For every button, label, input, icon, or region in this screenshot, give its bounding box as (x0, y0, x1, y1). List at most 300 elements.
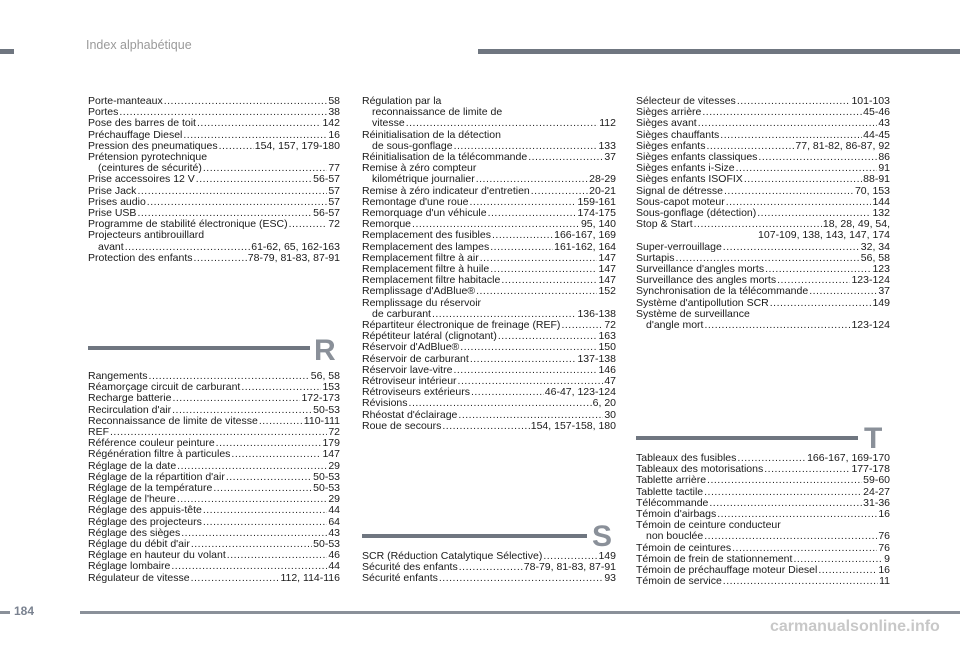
dot-leader (125, 242, 251, 253)
dot-leader (694, 219, 822, 230)
index-entry-pages: 101-103 (851, 95, 890, 107)
section-t-letter: T (864, 422, 883, 455)
dot-leader (737, 96, 851, 107)
dot-leader (458, 376, 604, 387)
index-entry-term: REF (88, 426, 109, 439)
index-entry-term: Régénération filtre à particules (88, 448, 231, 461)
index-entry-pages: 147 (598, 251, 616, 264)
dot-leader (177, 461, 327, 472)
index-entry-term: kilométrique journalier (372, 173, 475, 186)
page-number: 184 (14, 604, 35, 618)
index-list-s-right (636, 96, 890, 331)
dot-leader (191, 539, 312, 550)
dot-leader (476, 286, 597, 297)
dot-leader (698, 118, 878, 129)
index-entry-pages: 57 (328, 195, 340, 208)
section-s-letter: S (592, 520, 613, 553)
index-entry-pages: 37 (878, 285, 890, 298)
index-entry-term: de carburant (372, 307, 431, 320)
index-entry-pages: 44 (328, 560, 340, 573)
dot-leader (818, 565, 877, 576)
index-entry-term: Préchauffage Diesel (88, 128, 183, 141)
index-entry-term: Synchronisation de la télécommande (636, 285, 809, 298)
index-entry-term: Réinitialisation de la détection (362, 128, 501, 141)
dot-leader (412, 219, 580, 230)
dot-leader (543, 551, 597, 562)
dot-leader (490, 264, 597, 275)
index-entry-term: Tablette arrière (636, 474, 707, 487)
index-entry-pages: 72 (328, 426, 340, 439)
dot-leader (439, 573, 603, 584)
index-entry-pages: 77 (328, 162, 340, 175)
index-entry-term: Réglage du débit d'air (88, 538, 190, 551)
dot-leader (744, 174, 862, 185)
index-entry-pages: 61-62, 65, 162-163 (251, 240, 340, 253)
dot-leader (227, 550, 328, 561)
index-entry-term: Prise Jack (88, 184, 137, 197)
index-entry-term: Témoin de service (636, 575, 722, 588)
section-s-rule (362, 534, 587, 538)
index-entry-term: Remplacement des lampes (362, 240, 490, 253)
dot-leader (203, 505, 327, 516)
index-entry-term: Reconnaissance de limite de vitesse (88, 414, 258, 427)
dot-leader (737, 453, 806, 464)
index-entry-term: Témoin de préchauffage moteur Diesel (636, 564, 818, 577)
index-entry-term: Remorquage d'un véhicule (362, 207, 487, 220)
index-entry-pages: 50-53 (313, 482, 340, 495)
index-entry-term: Portes (88, 106, 119, 119)
index-entry-pages: 20-21 (589, 184, 616, 197)
dot-leader (289, 219, 328, 230)
index-entry-pages: 30 (604, 408, 616, 421)
index-entry-term: Répartiteur électronique de freinage (REF) (362, 319, 561, 332)
dot-leader (809, 286, 877, 297)
index-entry-term: Réglage de la température (88, 482, 213, 495)
dot-leader (723, 242, 860, 253)
dot-leader (758, 152, 877, 163)
index-entry (362, 421, 616, 432)
dot-leader (196, 174, 312, 185)
dot-leader (226, 472, 312, 483)
index-entry (88, 449, 340, 460)
index-list-s-left (362, 551, 616, 585)
index-entry-pages: 132 (872, 207, 890, 220)
index-entry-pages: 46 (328, 549, 340, 562)
index-entry-term: SCR (Réduction Catalytique Sélective) (362, 550, 543, 562)
index-entry-pages: 144 (872, 195, 890, 208)
index-entry (88, 174, 340, 185)
dot-leader (702, 107, 862, 118)
index-entry-pages: 150 (598, 341, 616, 354)
dot-leader (704, 487, 862, 498)
dot-leader (480, 253, 598, 264)
index-entry-pages: 172-173 (301, 392, 340, 405)
watermark: carmanualsonline.info (770, 618, 940, 635)
index-entry-pages: 123-124 (851, 319, 890, 332)
index-entry-term: Pression des pneumatiques (88, 139, 218, 152)
dot-leader (707, 475, 862, 486)
index-entry-pages: 152 (598, 285, 616, 298)
index-entry-pages: 38 (328, 106, 340, 119)
index-entry-term: Recharge batterie (88, 392, 172, 405)
index-entry (636, 230, 890, 241)
index-entry-term: Prétension pyrotechnique (88, 151, 208, 164)
index-entry-term: Système de surveillance (636, 307, 750, 320)
index-entry-term: Programme de stabilité électronique (ESC) (88, 218, 288, 231)
dot-leader (501, 275, 597, 286)
dot-leader (164, 96, 328, 107)
index-entry-term: Remise à zéro compteur (362, 162, 477, 175)
dot-leader (453, 365, 597, 376)
index-entry-term: Réservoir de carburant (362, 352, 469, 365)
index-entry-pages: 59-60 (863, 474, 890, 487)
index-entry-term: Système d'antipollution SCR (636, 296, 769, 309)
index-entry-pages: 29 (328, 459, 340, 472)
dot-leader (216, 438, 322, 449)
dot-leader (765, 264, 871, 275)
dot-leader (149, 371, 310, 382)
index-entry-term: Révisions (362, 397, 408, 410)
dot-leader (476, 174, 588, 185)
index-entry (636, 286, 890, 297)
dot-leader (197, 118, 321, 129)
footer-rule-left (0, 611, 10, 614)
dot-leader (458, 410, 603, 421)
index-entry-term: Surtapis (636, 251, 675, 264)
index-entry-pages: 76 (878, 541, 890, 554)
index-entry-term: Réservoir d'AdBlue® (362, 341, 460, 354)
dot-leader (793, 554, 883, 565)
index-entry-term: Réglage des appuis-tête (88, 504, 202, 517)
index-entry-term: Remise à zéro indicateur d'entretien (362, 184, 530, 197)
index-entry-term: Réglage de l'heure (88, 493, 176, 506)
dot-leader (732, 543, 877, 554)
index-entry (362, 174, 616, 185)
index-entry-term: Témoin de frein de stationnement (636, 552, 793, 565)
dot-leader (720, 130, 862, 141)
index-entry-pages: 166-167, 169-170 (807, 452, 890, 464)
index-entry-pages: 177-178 (851, 463, 890, 476)
index-entry-pages: 107-109, 138, 143, 147, 174 (758, 229, 890, 242)
index-entry-pages: 50-53 (313, 470, 340, 483)
index-entry-pages: 88-91 (863, 173, 890, 186)
index-entry-pages: 93 (604, 572, 616, 585)
index-entry-pages: 91 (878, 162, 890, 175)
index-entry-pages: 6, 20 (592, 397, 616, 410)
index-entry-term: Remplissage d'AdBlue® (362, 285, 476, 298)
index-entry-pages: 32, 34 (860, 240, 890, 253)
index-entry (636, 531, 890, 542)
index-entry (362, 230, 616, 241)
index-entry-pages: 37 (604, 151, 616, 164)
index-entry-term: Rhéostat d'éclairage (362, 408, 458, 421)
index-entry-term: Sièges enfants i-Size (636, 162, 735, 175)
index-entry-term: Réinitialisation de la télécommande (362, 151, 528, 164)
index-entry (362, 573, 616, 584)
index-entry-pages: 161-162, 164 (554, 240, 616, 253)
dot-leader (231, 449, 321, 460)
index-entry-pages: 47 (604, 375, 616, 388)
index-entry-term: Témoin de ceinture conducteur (636, 519, 781, 532)
index-entry-pages: 142 (322, 117, 340, 130)
index-entry-term: non bouclée (646, 530, 704, 543)
index-entry (362, 398, 616, 409)
dot-leader (709, 498, 862, 509)
index-entry-term: Remplacement filtre habitacle (362, 274, 501, 287)
section-r-rule (88, 346, 310, 350)
dot-leader (717, 509, 877, 520)
dot-leader (726, 197, 872, 208)
dot-leader (531, 186, 588, 197)
index-entry-pages: 45-46 (863, 106, 890, 119)
index-entry-pages: 154, 157, 179-180 (254, 139, 340, 152)
index-entry-pages: 44-45 (863, 128, 890, 141)
dot-leader (193, 253, 246, 264)
index-entry-pages: 24-27 (863, 485, 890, 498)
index-entry-pages: 29 (328, 493, 340, 506)
index-entry (636, 576, 890, 587)
index-entry-pages: 56-57 (313, 173, 340, 186)
index-entry-pages: 123-124 (851, 274, 890, 287)
index-entry-pages: 56, 58 (860, 251, 890, 264)
index-entry (88, 505, 340, 516)
dot-leader (561, 320, 603, 331)
index-entry-term: Sièges enfants (636, 139, 706, 152)
index-entry-pages: 50-53 (313, 538, 340, 551)
index-entry-pages: 78-79, 81-83, 87-91 (247, 251, 340, 264)
section-t-rule (636, 436, 858, 440)
index-entry (88, 561, 340, 572)
index-entry-term: Témoin de ceintures (636, 541, 732, 554)
index-entry-term: d'angle mort (646, 319, 704, 332)
index-entry-term: Tablette tactile (636, 485, 704, 498)
dot-leader (470, 197, 577, 208)
index-entry-pages: 57 (328, 184, 340, 197)
dot-leader (171, 561, 327, 572)
index-entry-pages: 28-29 (589, 173, 616, 186)
index-entry-term: Prise USB (88, 207, 137, 220)
index-entry-term: Protection des enfants (88, 251, 193, 264)
index-entry-pages: 16 (878, 564, 890, 577)
index-entry-term: Remplacement filtre à air (362, 251, 479, 264)
index-entry-term: Prises audio (88, 195, 146, 208)
index-list-r-right (362, 96, 616, 432)
index-entry-term: Rangements (88, 370, 148, 382)
dot-leader (177, 494, 327, 505)
dot-leader (183, 130, 327, 141)
index-entry-pages: 50-53 (313, 403, 340, 416)
index-entry (636, 475, 890, 486)
index-entry-term: avant (98, 240, 124, 253)
dot-leader (490, 242, 553, 253)
dot-leader (259, 416, 303, 427)
index-entry-pages: 56-57 (313, 207, 340, 220)
index-entry-pages: 72 (604, 319, 616, 332)
index-entry-term: Réservoir lave-vitre (362, 363, 453, 376)
index-entry-pages: 56, 58 (310, 370, 340, 382)
dot-leader (172, 405, 312, 416)
index-entry-term: Remontage d'une roue (362, 195, 469, 208)
index-entry-term: Sécurité enfants (362, 572, 438, 585)
index-entry (636, 174, 890, 185)
dot-leader (470, 354, 577, 365)
dot-leader (110, 427, 327, 438)
dot-leader (492, 230, 553, 241)
dot-leader (191, 573, 280, 584)
dot-leader (471, 387, 544, 398)
index-entry-term: Réglage de la date (88, 459, 177, 472)
index-entry-term: Super-verrouillage (636, 240, 722, 253)
dot-leader (704, 320, 850, 331)
dot-leader (213, 483, 312, 494)
dot-leader (724, 186, 854, 197)
dot-leader (528, 152, 603, 163)
page-header-title: Index alphabétique (86, 38, 192, 52)
index-entry (88, 573, 340, 584)
index-entry-pages: 123 (872, 263, 890, 276)
index-entry (88, 107, 340, 118)
index-entry-term: Tableaux des fusibles (636, 452, 737, 464)
index-entry-pages: 16 (878, 508, 890, 521)
index-entry-pages: 58 (328, 95, 340, 107)
dot-leader (442, 421, 529, 432)
index-entry-pages: 159-161 (577, 195, 616, 208)
index-entry-term: (ceintures de sécurité) (98, 162, 202, 175)
index-entry-term: Tableaux des motorisations (636, 463, 764, 476)
index-entry-pages: 137-138 (577, 352, 616, 365)
index-entry-pages: 153 (322, 381, 340, 394)
index-entry-term: Sécurité des enfants (362, 561, 458, 574)
index-list-r-left (88, 371, 340, 584)
index-entry-term: Prise accessoires 12 V (88, 173, 195, 186)
section-r-letter: R (314, 334, 336, 367)
dot-leader (241, 382, 321, 393)
dot-leader (704, 531, 877, 542)
index-list-t (636, 453, 890, 587)
index-entry-pages: 154, 157-158, 180 (530, 419, 616, 432)
index-entry-term: Rétroviseur intérieur (362, 375, 457, 388)
dot-leader (203, 163, 327, 174)
index-entry-term: Remorque (362, 218, 412, 231)
index-entry-term: Roue de secours (362, 419, 442, 432)
index-entry-term: Porte-manteaux (88, 95, 163, 107)
index-entry-pages: 46-47, 123-124 (544, 386, 616, 399)
index-entry-term: Sous-gonflage (détection) (636, 207, 757, 220)
dot-leader (454, 141, 598, 152)
index-entry-term: Pose des barres de toit (88, 117, 196, 130)
index-entry (362, 342, 616, 353)
index-entry-pages: 147 (598, 263, 616, 276)
dot-leader (770, 298, 872, 309)
index-entry-pages: 76 (878, 530, 890, 543)
index-entry-pages: 110-111 (303, 414, 340, 427)
index-entry-term: Recirculation d'air (88, 403, 172, 416)
dot-leader (137, 208, 312, 219)
index-entry-term: Télécommande (636, 496, 709, 509)
index-entry-pages: 112 (599, 117, 616, 130)
dot-leader (488, 208, 577, 219)
index-entry-pages: 70, 153 (854, 184, 890, 197)
index-entry-term: Surveillance des angles morts (636, 274, 777, 287)
header-rule-left (0, 49, 14, 54)
dot-leader (764, 464, 850, 475)
index-entry-term: Projecteurs antibrouillard (88, 229, 205, 242)
index-entry-term: Répétiteur latéral (clignotant) (362, 330, 497, 343)
dot-leader (723, 576, 878, 587)
footer-rule (80, 611, 960, 614)
index-entry (88, 427, 340, 438)
index-entry-term: Sièges avant (636, 117, 697, 130)
index-entry (636, 320, 890, 331)
index-entry-pages: 9 (884, 552, 890, 565)
index-entry-term: Sous-capot moteur (636, 195, 725, 208)
index-entry-term: Signal de détresse (636, 184, 723, 197)
dot-leader (203, 517, 327, 528)
index-entry-pages: 133 (598, 139, 616, 152)
index-entry-pages: 149 (872, 296, 890, 309)
dot-leader (219, 141, 254, 152)
dot-leader (432, 309, 576, 320)
dot-leader (498, 331, 598, 342)
index-entry-pages: 43 (328, 526, 340, 539)
index-entry-term: Régulation par la (362, 95, 442, 107)
index-entry-term: Référence couleur peinture (88, 437, 215, 450)
index-entry (88, 230, 340, 241)
index-entry-pages: 95, 140 (580, 218, 616, 231)
index-entry-pages: 18, 28, 49, 54, (822, 218, 890, 231)
index-entry-pages: 146 (598, 363, 616, 376)
index-entry-pages: 149 (598, 550, 616, 562)
index-entry-term: Stop & Start (636, 218, 693, 231)
index-entry-pages: 78-79, 81-83, 87-91 (523, 561, 616, 574)
index-entry-pages: 44 (328, 504, 340, 517)
index-entry (88, 118, 340, 129)
index-entry (88, 416, 340, 427)
index-entry-pages: 31-36 (863, 496, 890, 509)
index-entry-term: Réglage de la répartition d'air (88, 470, 225, 483)
index-entry (88, 253, 340, 264)
index-entry-pages: 64 (328, 515, 340, 528)
index-entry-term: Rétroviseurs extérieurs (362, 386, 470, 399)
index-entry-pages: 174-175 (577, 207, 616, 220)
index-entry-pages: 179 (322, 437, 340, 450)
dot-leader (409, 398, 592, 409)
index-entry-term: Réglage des projecteurs (88, 515, 202, 528)
index-entry-term: Surveillance d'angles morts (636, 263, 765, 276)
dot-leader (736, 163, 878, 174)
index-entry-pages: 72 (328, 218, 340, 231)
dot-leader (459, 562, 523, 573)
dot-leader (119, 107, 327, 118)
index-entry-pages: 163 (598, 330, 616, 343)
index-entry-term: Sièges arrière (636, 106, 702, 119)
index-entry-term: Remplacement des fusibles (362, 229, 491, 242)
index-entry-term: Sièges enfants classiques (636, 151, 758, 164)
index-entry-term: Régulateur de vitesse (88, 571, 190, 584)
dot-leader (181, 528, 327, 539)
index-entry-term: Réglage en hauteur du volant (88, 549, 226, 562)
index-entry-term: Remplissage du réservoir (362, 296, 482, 309)
index-entry-pages: 16 (328, 128, 340, 141)
index-entry-term: Témoin d'airbags (636, 508, 717, 521)
dot-leader (406, 118, 599, 129)
index-entry-term: Sièges enfants ISOFIX (636, 173, 743, 186)
index-entry-term: reconnaissance de limite de (372, 106, 503, 119)
index-entry-pages: 147 (598, 274, 616, 287)
index-entry-pages: 11 (879, 575, 890, 588)
index-entry-term: vitesse (372, 117, 405, 130)
header-rule-right (478, 49, 960, 54)
